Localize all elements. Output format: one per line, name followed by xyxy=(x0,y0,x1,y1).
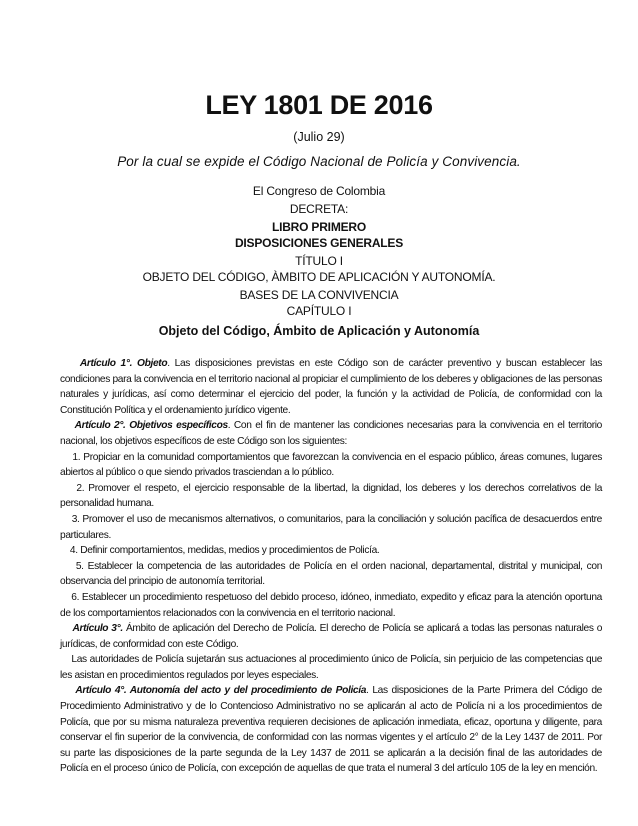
article-2-name: Objetivos específicos xyxy=(129,420,228,432)
article-1-label: Artículo 1°. xyxy=(79,358,138,369)
article-2 xyxy=(60,418,602,449)
objeto-titulo-heading: OBJETO DEL CÓDIGO, ÀMBITO DE APLICACIÓN Y AUTONOMÍA. xyxy=(142,270,496,284)
article-1 xyxy=(60,356,602,418)
article-1-name: Objeto xyxy=(137,358,168,369)
congress-line: El Congreso de Colombia xyxy=(252,184,386,198)
bases-heading: BASES DE LA CONVIVENCIA xyxy=(239,288,399,302)
article-2-item-5: 5. Establecer la competencia de las autoridades de Policía en el orden nacional, departamental, distrital y municipal, con observancia del principio de autonomía territorial. xyxy=(60,560,603,588)
article-2-label: Artículo 2°. xyxy=(74,420,130,432)
article-2-item-3: 3. Promover el uso de mecanismos alternativos, o comunitarios, para la conciliación y solución pacífica de desacuerdos entre particulares. xyxy=(60,513,603,541)
titulo-heading: TÍTULO I xyxy=(295,254,343,268)
article-4-name: Autonomía del acto y del procedimiento de Policía xyxy=(129,685,367,697)
law-date: (Julio 29) xyxy=(293,130,345,144)
article-1-text: . Las disposiciones previstas en este Código son de carácter preventivo y buscan establecer las condiciones para la convivencia en el territorio nacional al propiciar el cumplimiento de los deberes y obligaciones de las personas naturales y jurídicas, así como determinar el ejercicio del poder, la función y la actividad de Policía, de conformidad con la Constitución Política y el ordenamiento jurídico vigente. xyxy=(60,358,602,416)
article-2-item-1: 1. Propiciar en la comunidad comportamientos que favorezcan la convivencia en el espacio público, áreas comunes, lugares abiertos al público o que siendo privados trasciendan a lo público. xyxy=(60,451,603,479)
article-2-item-2: 2. Promover el respeto, el ejercicio responsable de la libertad, la dignidad, los deberes y los derechos correlativos de la personalidad humana. xyxy=(60,482,603,510)
article-3-label: Artículo 3°. xyxy=(72,623,126,635)
article-2-item-4: 4. Definir comportamientos, medidas, medios y procedimientos de Policía. xyxy=(69,545,380,557)
capitulo-heading: CAPÍTULO I xyxy=(286,304,352,318)
disposiciones-heading: DISPOSICIONES GENERALES xyxy=(234,236,404,250)
article-3 xyxy=(60,621,602,652)
article-3-paragraph-2: Las autoridades de Policía sujetarán sus actuaciones al procedimiento único de Policía, sin perjuicio de las competencias que les asistan en procedimientos regulados por leyes especiales. xyxy=(60,654,603,681)
article-3-text: Ámbito de aplicación del Derecho de Policía. El derecho de Policía se aplicará a todas las personas naturales o jurídicas, de conformidad con este Código. xyxy=(60,623,603,650)
article-4-text: . Las disposiciones de la Parte Primera del Código de Procedimiento Administrativo y de lo Contencioso Administrativo no se aplicarán al acto de Policía ni a los procedimientos de Policía, que por su misma naturaleza preventiva requieren decisiones de aplicación inmediata, eficaz, oportuna y diligente, para conservar el fin superior de la convivencia, de conformidad con las normas vigentes y el artículo 2° de la Ley 1437 de 2011. Por su parte las disposiciones de la parte segunda de la Ley 1437 de 2011 se aplicarán a la decisión final de las autoridades de Policía en el proceso único de Policía, con excepción de aquellas de que trata el numeral 3 del artículo 105 de la ley en mención. xyxy=(60,685,602,775)
capitulo-name-heading: Objeto del Código, Ámbito de Aplicación y Autonomía xyxy=(158,324,480,338)
article-4 xyxy=(60,683,602,777)
article-2-item-6: 6. Establecer un procedimiento respetuoso del debido proceso, idóneo, inmediato, expedito y eficaz para la atención oportuna de los comportamientos relacionados con la convivencia en el territorio nacional. xyxy=(60,591,602,619)
libro-heading: LIBRO PRIMERO xyxy=(271,220,367,234)
law-title: LEY 1801 DE 2016 xyxy=(205,90,433,120)
decreta-line: DECRETA: xyxy=(289,202,349,216)
law-subtitle: Por la cual se expide el Código Nacional de Policía y Convivencia. xyxy=(117,154,521,169)
article-2-text: . Con el fin de mantener las condiciones necesarias para la convivencia en el territorio nacional, los objetivos específicos de este Código son los siguientes: xyxy=(60,420,603,447)
document-body xyxy=(60,356,602,777)
article-4-label: Artículo 4°. xyxy=(75,685,130,697)
